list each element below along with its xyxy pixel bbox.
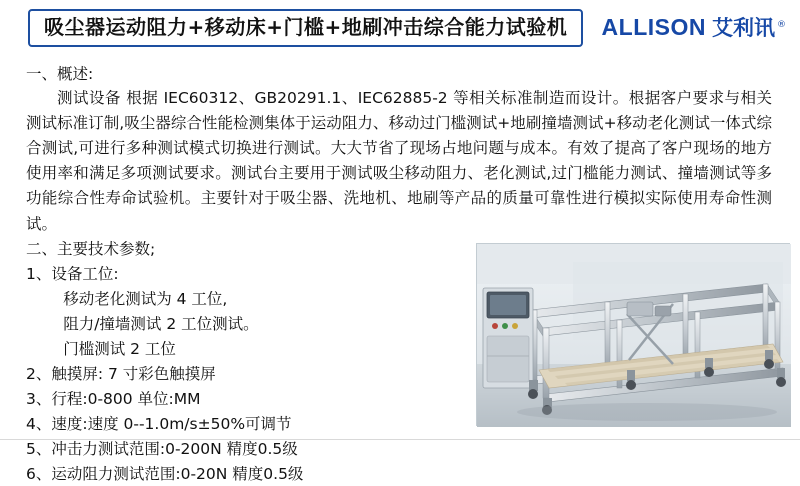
title-box (28, 9, 583, 47)
machine-photo (476, 243, 790, 426)
spec-item-3: 3、行程:0-800 单位:MM (26, 389, 201, 408)
spec-item-6: 6、运动阻力测试范围:0-20N 精度0.5级 (26, 464, 304, 483)
footer-divider (0, 439, 800, 440)
registered-trademark-icon: ® (777, 20, 786, 30)
overview-paragraph: 测试设备 根据 IEC60312、GB20291.1、IEC62885-2 等相关标准制造而设计。根据客户要求与相关测试标准订制,吸尘器综合性能检测集体于运动阻力、移动过门槛测试+地刷撞墙测试+移动老化测试一体式综合测试,可进行多种测试模式切换进行测试。大大节省了现场占地问题与成本。有效了提高了客户现场的地方使用率和满足多项测试要求。测试台主要用于测试吸尘移动阻力、老化测试,过门槛能力测试、撞墙测试等多功能综合性寿命试验机。主要针对于吸尘器、洗地机、地刷等产品的质量可靠性进行模拟实际使用寿命性测试。 (26, 89, 772, 233)
spec-item-1: 1、设备工位: (26, 264, 119, 283)
spec-item-4: 4、速度:速度 0--1.0m/s±50%可调节 (26, 414, 292, 433)
spec-item-1-sub-2: 阻力/撞墙测试 2 工位测试。 (63, 314, 259, 333)
brand-name-en: ALLISON (601, 14, 706, 40)
spec-item-1-sub-1: 移动老化测试为 4 工位, (63, 289, 228, 308)
overview-heading: 一、概述: (26, 65, 94, 83)
brand-logo (602, 12, 786, 42)
spec-item-2: 2、触摸屏: 7 寸彩色触摸屏 (26, 364, 216, 383)
page-title: 吸尘器运动阻力+移动床+门槛+地刷冲击综合能力试验机 (44, 15, 568, 39)
spec-item-5: 5、冲击力测试范围:0-200N 精度0.5级 (26, 439, 298, 458)
brand-name-cn: 艾利讯 (712, 16, 775, 40)
params-heading: 二、主要技术参数; (26, 239, 156, 258)
page-header (0, 0, 800, 56)
spec-item-1-sub-3: 门槛测试 2 工位 (63, 339, 176, 358)
